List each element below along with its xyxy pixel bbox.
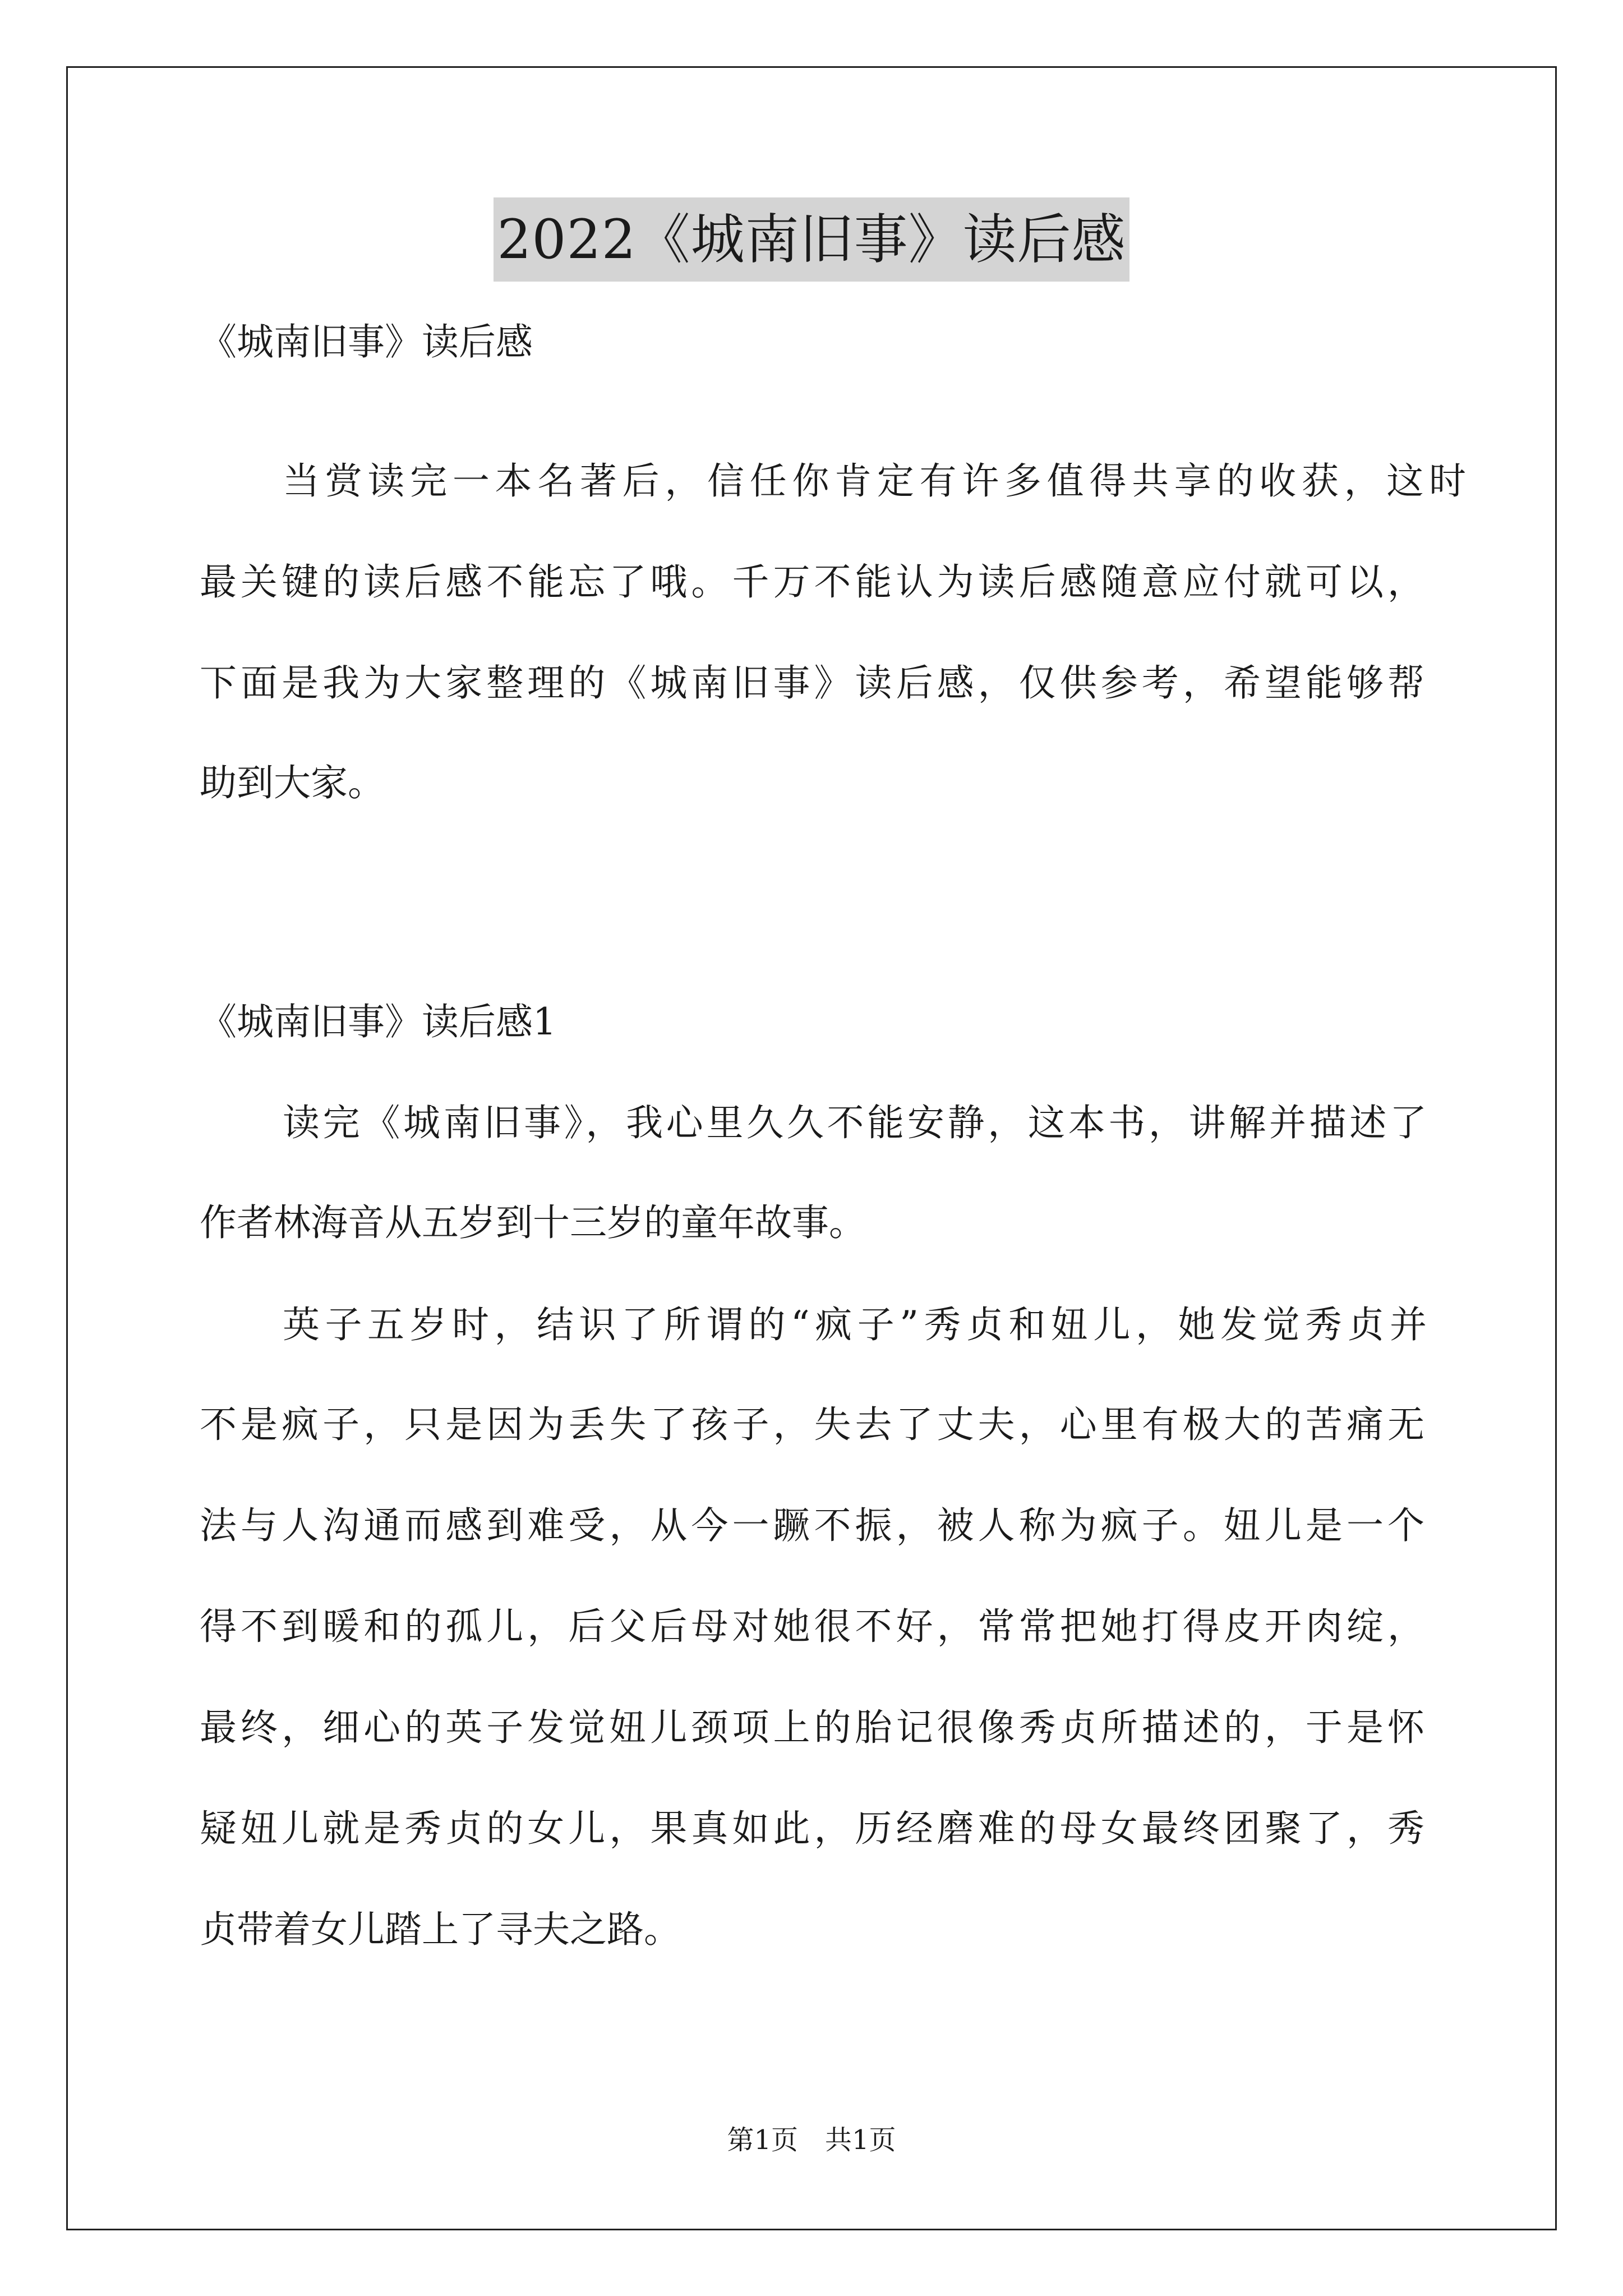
section1-para2-line-2: 不是疯子，只是因为丢失了孩子，失去了丈夫，心里有极大的苦痛无 — [200, 1403, 1424, 1446]
intro-line-2: 最关键的读后感不能忘了哦。千万不能认为读后感随意应付就可以， — [200, 560, 1424, 604]
section1-para2-line-5: 最终，细心的英子发觉妞儿颈项上的胎记很像秀贞所描述的，于是怀 — [200, 1706, 1424, 1749]
intro-line-1: 当赏读完一本名著后，信任你肯定有许多值得共享的收获，这时 — [283, 459, 1466, 503]
intro-line-3: 下面是我为大家整理的《城南旧事》读后感，仅供参考，希望能够帮 — [200, 661, 1424, 705]
section1-para2-line-7: 贞带着女儿踏上了寻夫之路。 — [200, 1908, 681, 1951]
section1-heading: 《城南旧事》读后感1 — [200, 1000, 556, 1043]
title-container — [0, 197, 1623, 282]
document-title: 2022《城南旧事》读后感 — [494, 197, 1129, 282]
section1-para2-line-6: 疑妞儿就是秀贞的女儿，果真如此，历经磨难的母女最终团聚了，秀 — [200, 1807, 1424, 1850]
page-footer: 第1页 共1页 — [727, 2124, 896, 2156]
intro-line-4: 助到大家。 — [200, 761, 385, 804]
section1-para1-line-2: 作者林海音从五岁到十三岁的童年故事。 — [200, 1201, 866, 1244]
section1-para1-line-1: 读完《城南旧事》，我心里久久不能安静，这本书，讲解并描述了 — [283, 1101, 1427, 1144]
section1-para2-line-4: 得不到暖和的孤儿，后父后母对她很不好，常常把她打得皮开肉绽， — [200, 1605, 1424, 1648]
section1-para2-line-3: 法与人沟通而感到难受，从今一蹶不振，被人称为疯子。妞儿是一个 — [200, 1504, 1424, 1547]
section1-para2-line-1: 英子五岁时，结识了所谓的“疯子”秀贞和妞儿，她发觉秀贞并 — [283, 1303, 1427, 1346]
document-subtitle: 《城南旧事》读后感 — [200, 320, 533, 364]
